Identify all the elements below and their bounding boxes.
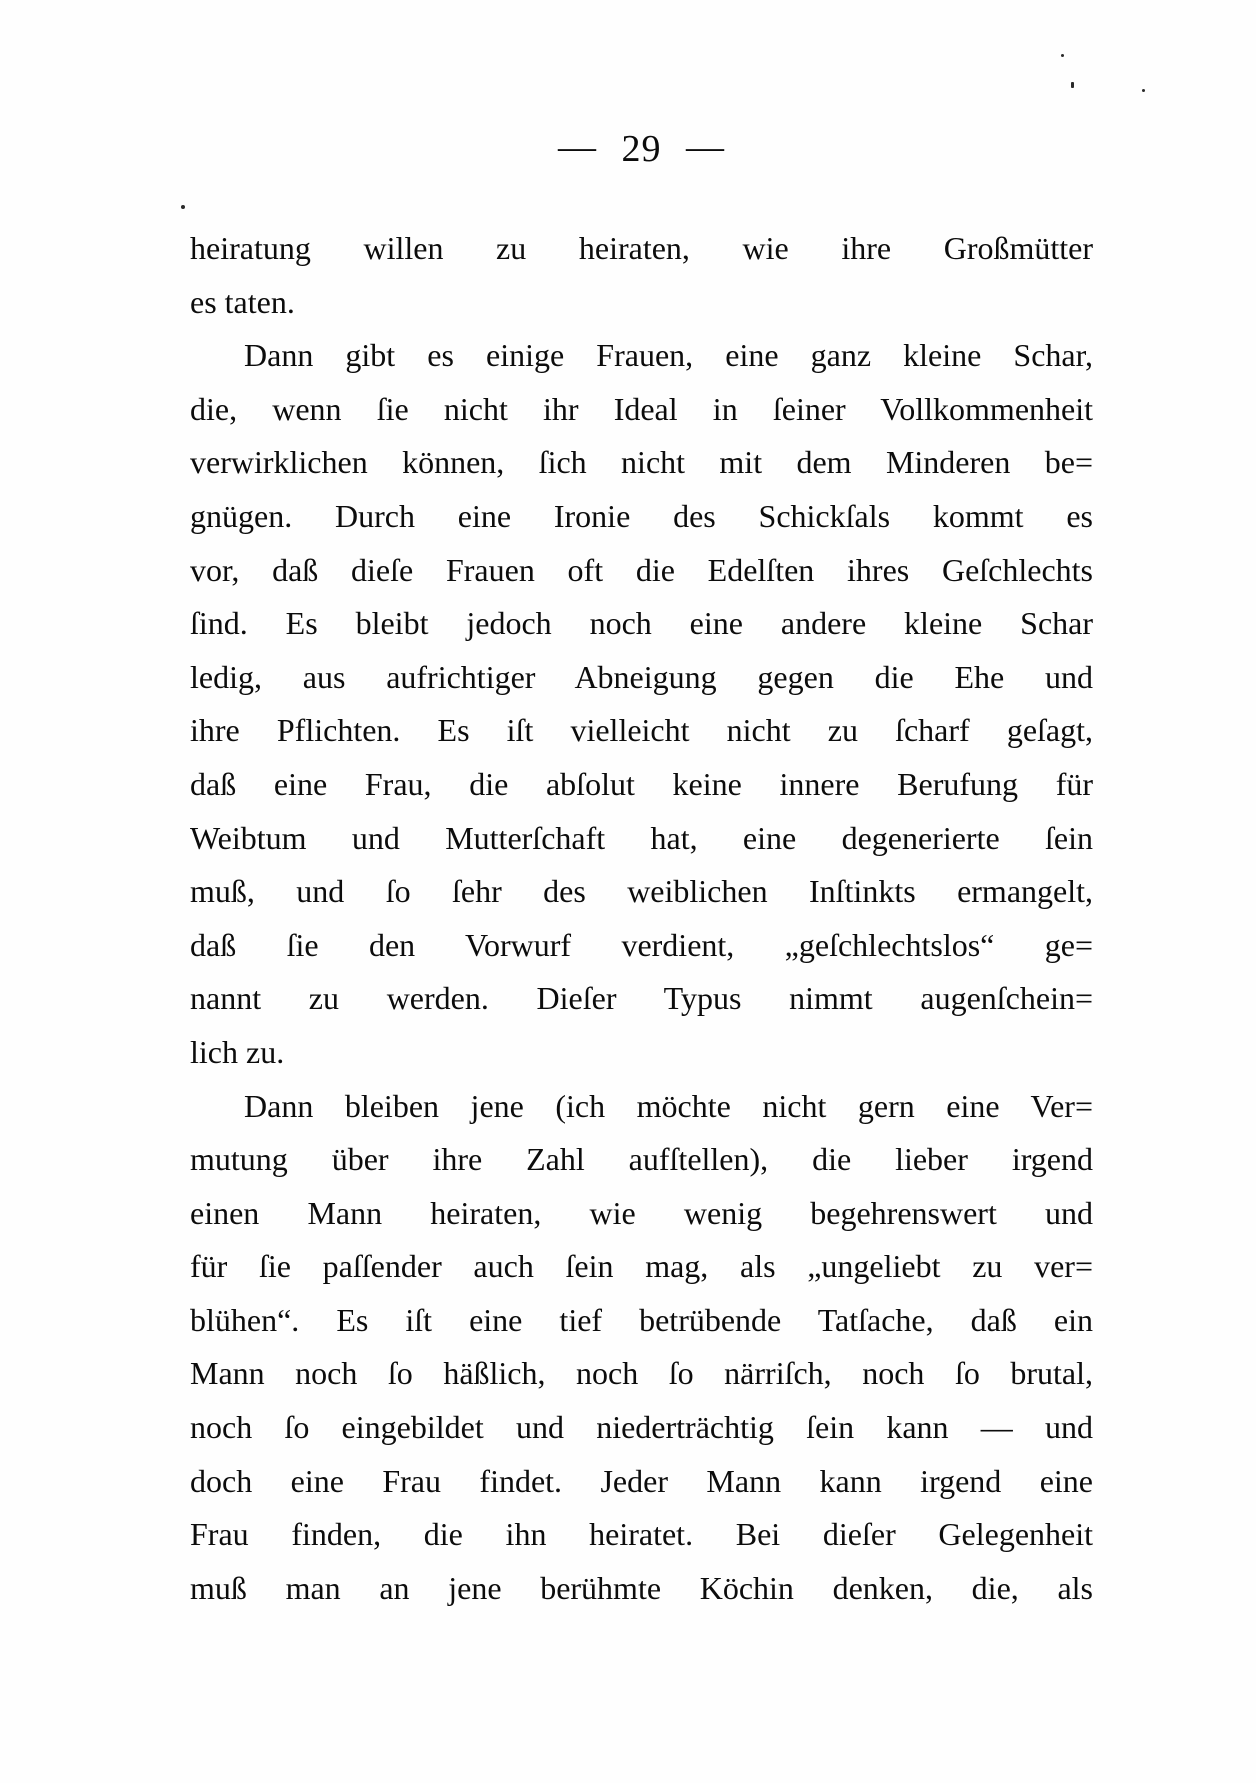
text-line: daß eine Frau, die abſolut keine innere Berufung für: [190, 765, 1093, 802]
text-line: es taten.: [190, 283, 295, 320]
scan-speck: [1142, 89, 1145, 92]
text-line: Weibtum und Mutterſchaft hat, eine degenerierte ſein: [190, 819, 1093, 856]
text-line: doch eine Frau findet. Jeder Mann kann irgend eine: [190, 1462, 1093, 1499]
text-line: lich zu.: [190, 1033, 285, 1070]
text-line: Dann bleiben jene (ich möchte nicht gern eine Ver=: [244, 1087, 1093, 1124]
text-line: Dann gibt es einige Frauen, eine ganz kleine Schar,: [244, 337, 1093, 374]
text-line: Mann noch ſo häßlich, noch ſo närriſch, noch ſo brutal,: [190, 1355, 1093, 1392]
text-line: muß, und ſo ſehr des weiblichen Inſtinkts ermangelt,: [190, 873, 1093, 910]
text-line: ſind. Es bleibt jedoch noch eine andere kleine Schar: [190, 605, 1093, 642]
scan-speck: [1071, 82, 1074, 88]
text-line: daß ſie den Vorwurf verdient, „geſchlechtslos“ ge=: [190, 926, 1093, 963]
text-line: verwirklichen können, ſich nicht mit dem Minderen be=: [190, 444, 1093, 481]
text-line: für ſie paſſender auch ſein mag, als „ungeliebt zu ver=: [190, 1248, 1093, 1285]
header-dash-right: —: [686, 126, 725, 168]
scan-speck: [181, 205, 185, 209]
text-line: heiratung willen zu heiraten, wie ihre Großmütter: [190, 230, 1093, 266]
page-header: [190, 126, 1093, 172]
text-line: mutung über ihre Zahl aufſtellen), die lieber irgend: [190, 1141, 1093, 1178]
text-line: blühen“. Es iſt eine tief betrübende Tatſache, daß ein: [190, 1301, 1093, 1338]
text-line: die, wenn ſie nicht ihr Ideal in ſeiner Vollkommenheit: [190, 390, 1093, 427]
text-line: noch ſo eingebildet und niederträchtig ſein kann — und: [190, 1409, 1093, 1446]
page-text: [190, 222, 1093, 1615]
text-line: muß man an jene berühmte Köchin denken, die, als: [190, 1569, 1093, 1606]
scan-speck: [1061, 54, 1064, 57]
page-number: 29: [621, 128, 662, 170]
header-dash-left: —: [558, 126, 597, 168]
text-line: gnügen. Durch eine Ironie des Schickſals kommt es: [190, 497, 1093, 534]
text-line: Frau finden, die ihn heiratet. Bei dieſer Gelegenheit: [190, 1516, 1093, 1553]
text-line: ihre Pflichten. Es iſt vielleicht nicht zu ſcharf geſagt,: [190, 712, 1093, 749]
text-line: nannt zu werden. Dieſer Typus nimmt augenſchein=: [190, 980, 1093, 1017]
text-line: einen Mann heiraten, wie wenig begehrenswert und: [190, 1194, 1093, 1231]
text-line: ledig, aus aufrichtiger Abneigung gegen die Ehe und: [190, 658, 1093, 695]
text-line: vor, daß dieſe Frauen oft die Edelſten ihres Geſchlechts: [190, 551, 1093, 588]
